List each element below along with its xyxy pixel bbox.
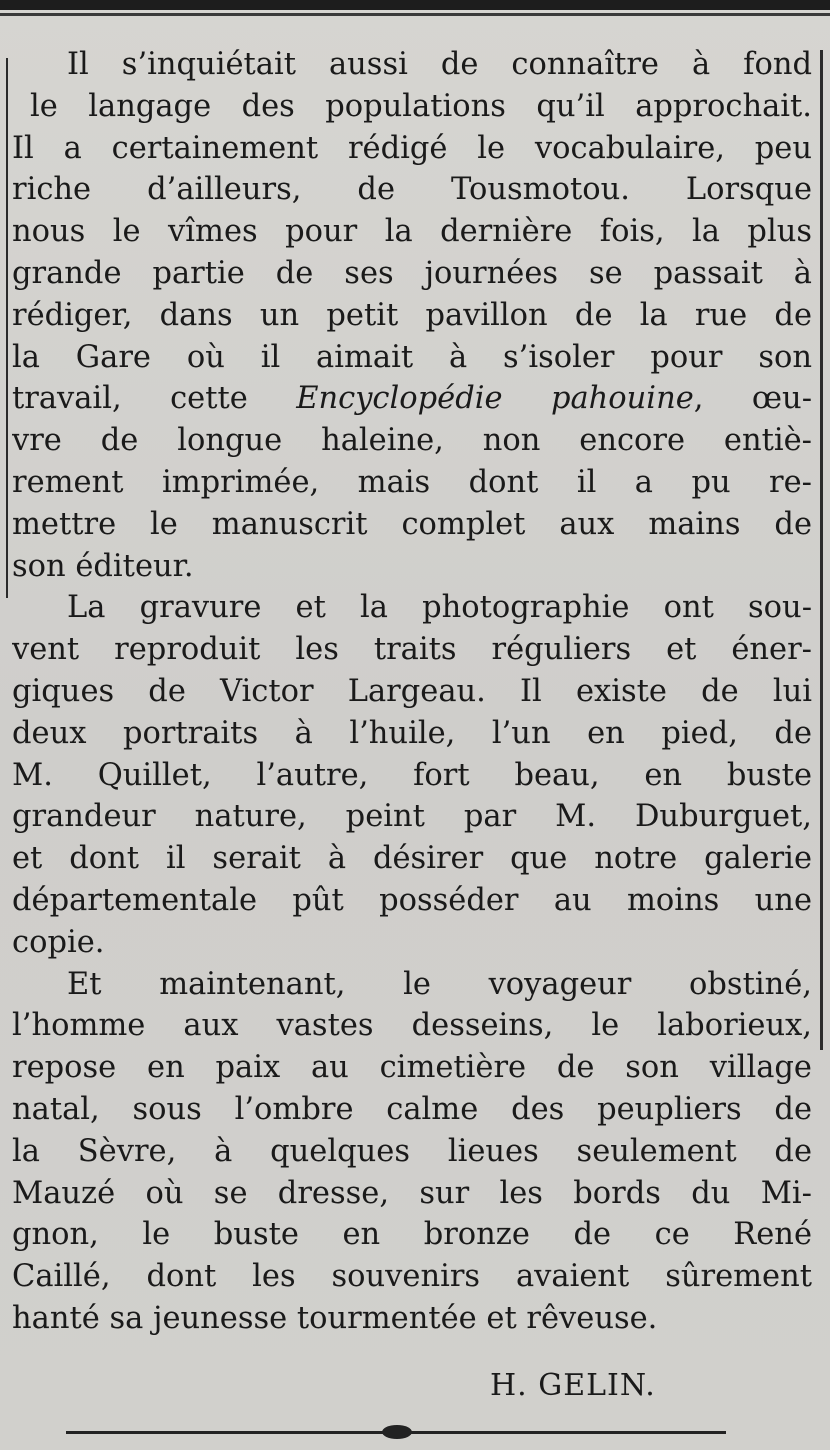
text-line: grande partie de ses journées se passait à <box>12 255 812 291</box>
text-line: Mauzé où se dresse, sur les bords du Mi- <box>12 1175 812 1211</box>
text-line: rédiger, dans un petit pavillon de la rue de <box>12 297 812 333</box>
left-column-rule <box>6 58 8 598</box>
text-line: riche d’ailleurs, de Tousmotou. Lorsque <box>12 172 812 208</box>
text-line: M. Quillet, l’autre, fort beau, en buste <box>12 757 812 793</box>
text-line: repose en paix au cimetière de son village <box>12 1050 812 1086</box>
text-line: son éditeur. <box>12 548 194 584</box>
text-line: départementale pût posséder au moins une <box>12 882 812 918</box>
text-line: mettre le manuscrit complet aux mains de <box>12 506 812 542</box>
text-line: Il s’inquiétait aussi de connaître à fond <box>67 47 812 82</box>
text-line: vent reproduit les traits réguliers et éner- <box>12 632 812 668</box>
right-column-rule <box>820 50 823 1050</box>
text-line: rement imprimée, mais dont il a pu re- <box>12 464 812 500</box>
text-line: giques de Victor Largeau. Il existe de lui <box>12 673 812 709</box>
text-fragment: travail, cette <box>12 381 297 417</box>
top-column-rule <box>0 13 830 16</box>
text-line: natal, sous l’ombre calme des peupliers de <box>12 1091 812 1127</box>
text-line: Et maintenant, le voyageur obstiné, <box>67 966 812 1002</box>
italic-book-title: Encyclopédie pahouine <box>296 381 694 417</box>
text-fragment: , œu- <box>693 381 812 417</box>
text-line: le langage des populations qu’il approchait. <box>30 88 812 124</box>
rule-ornament <box>382 1425 412 1439</box>
text-line: grandeur nature, peint par M. Duburguet, <box>12 799 812 835</box>
text-line: et dont il serait à désirer que notre galerie <box>12 841 812 877</box>
text-line: hanté sa jeunesse tourmentée et rêveuse. <box>12 1300 658 1336</box>
text-line: la Gare où il aimait à s’isoler pour son <box>12 339 812 375</box>
author-signature: H. GELIN. <box>490 1368 656 1403</box>
text-line-with-italic <box>12 378 812 420</box>
text-line: gnon, le buste en bronze de ce René <box>12 1217 812 1253</box>
text-line: l’homme aux vastes desseins, le laborieux, <box>12 1008 812 1044</box>
text-line: nous le vîmes pour la dernière fois, la plus <box>12 214 812 250</box>
text-line: deux portraits à l’huile, l’un en pied, de <box>12 715 812 751</box>
text-line: copie. <box>12 924 105 960</box>
text-line: Caillé, dont les souvenirs avaient sûrement <box>12 1259 812 1295</box>
text-line: Il a certainement rédigé le vocabulaire, peu <box>12 130 812 166</box>
text-line: la Sèvre, à quelques lieues seulement de <box>12 1133 812 1169</box>
top-dark-edge <box>0 0 830 10</box>
text-line: La gravure et la photographie ont sou- <box>67 590 812 626</box>
text-line: vre de longue haleine, non encore entiè- <box>12 423 812 459</box>
signature-block <box>0 1368 830 1408</box>
article-column <box>12 44 812 1340</box>
